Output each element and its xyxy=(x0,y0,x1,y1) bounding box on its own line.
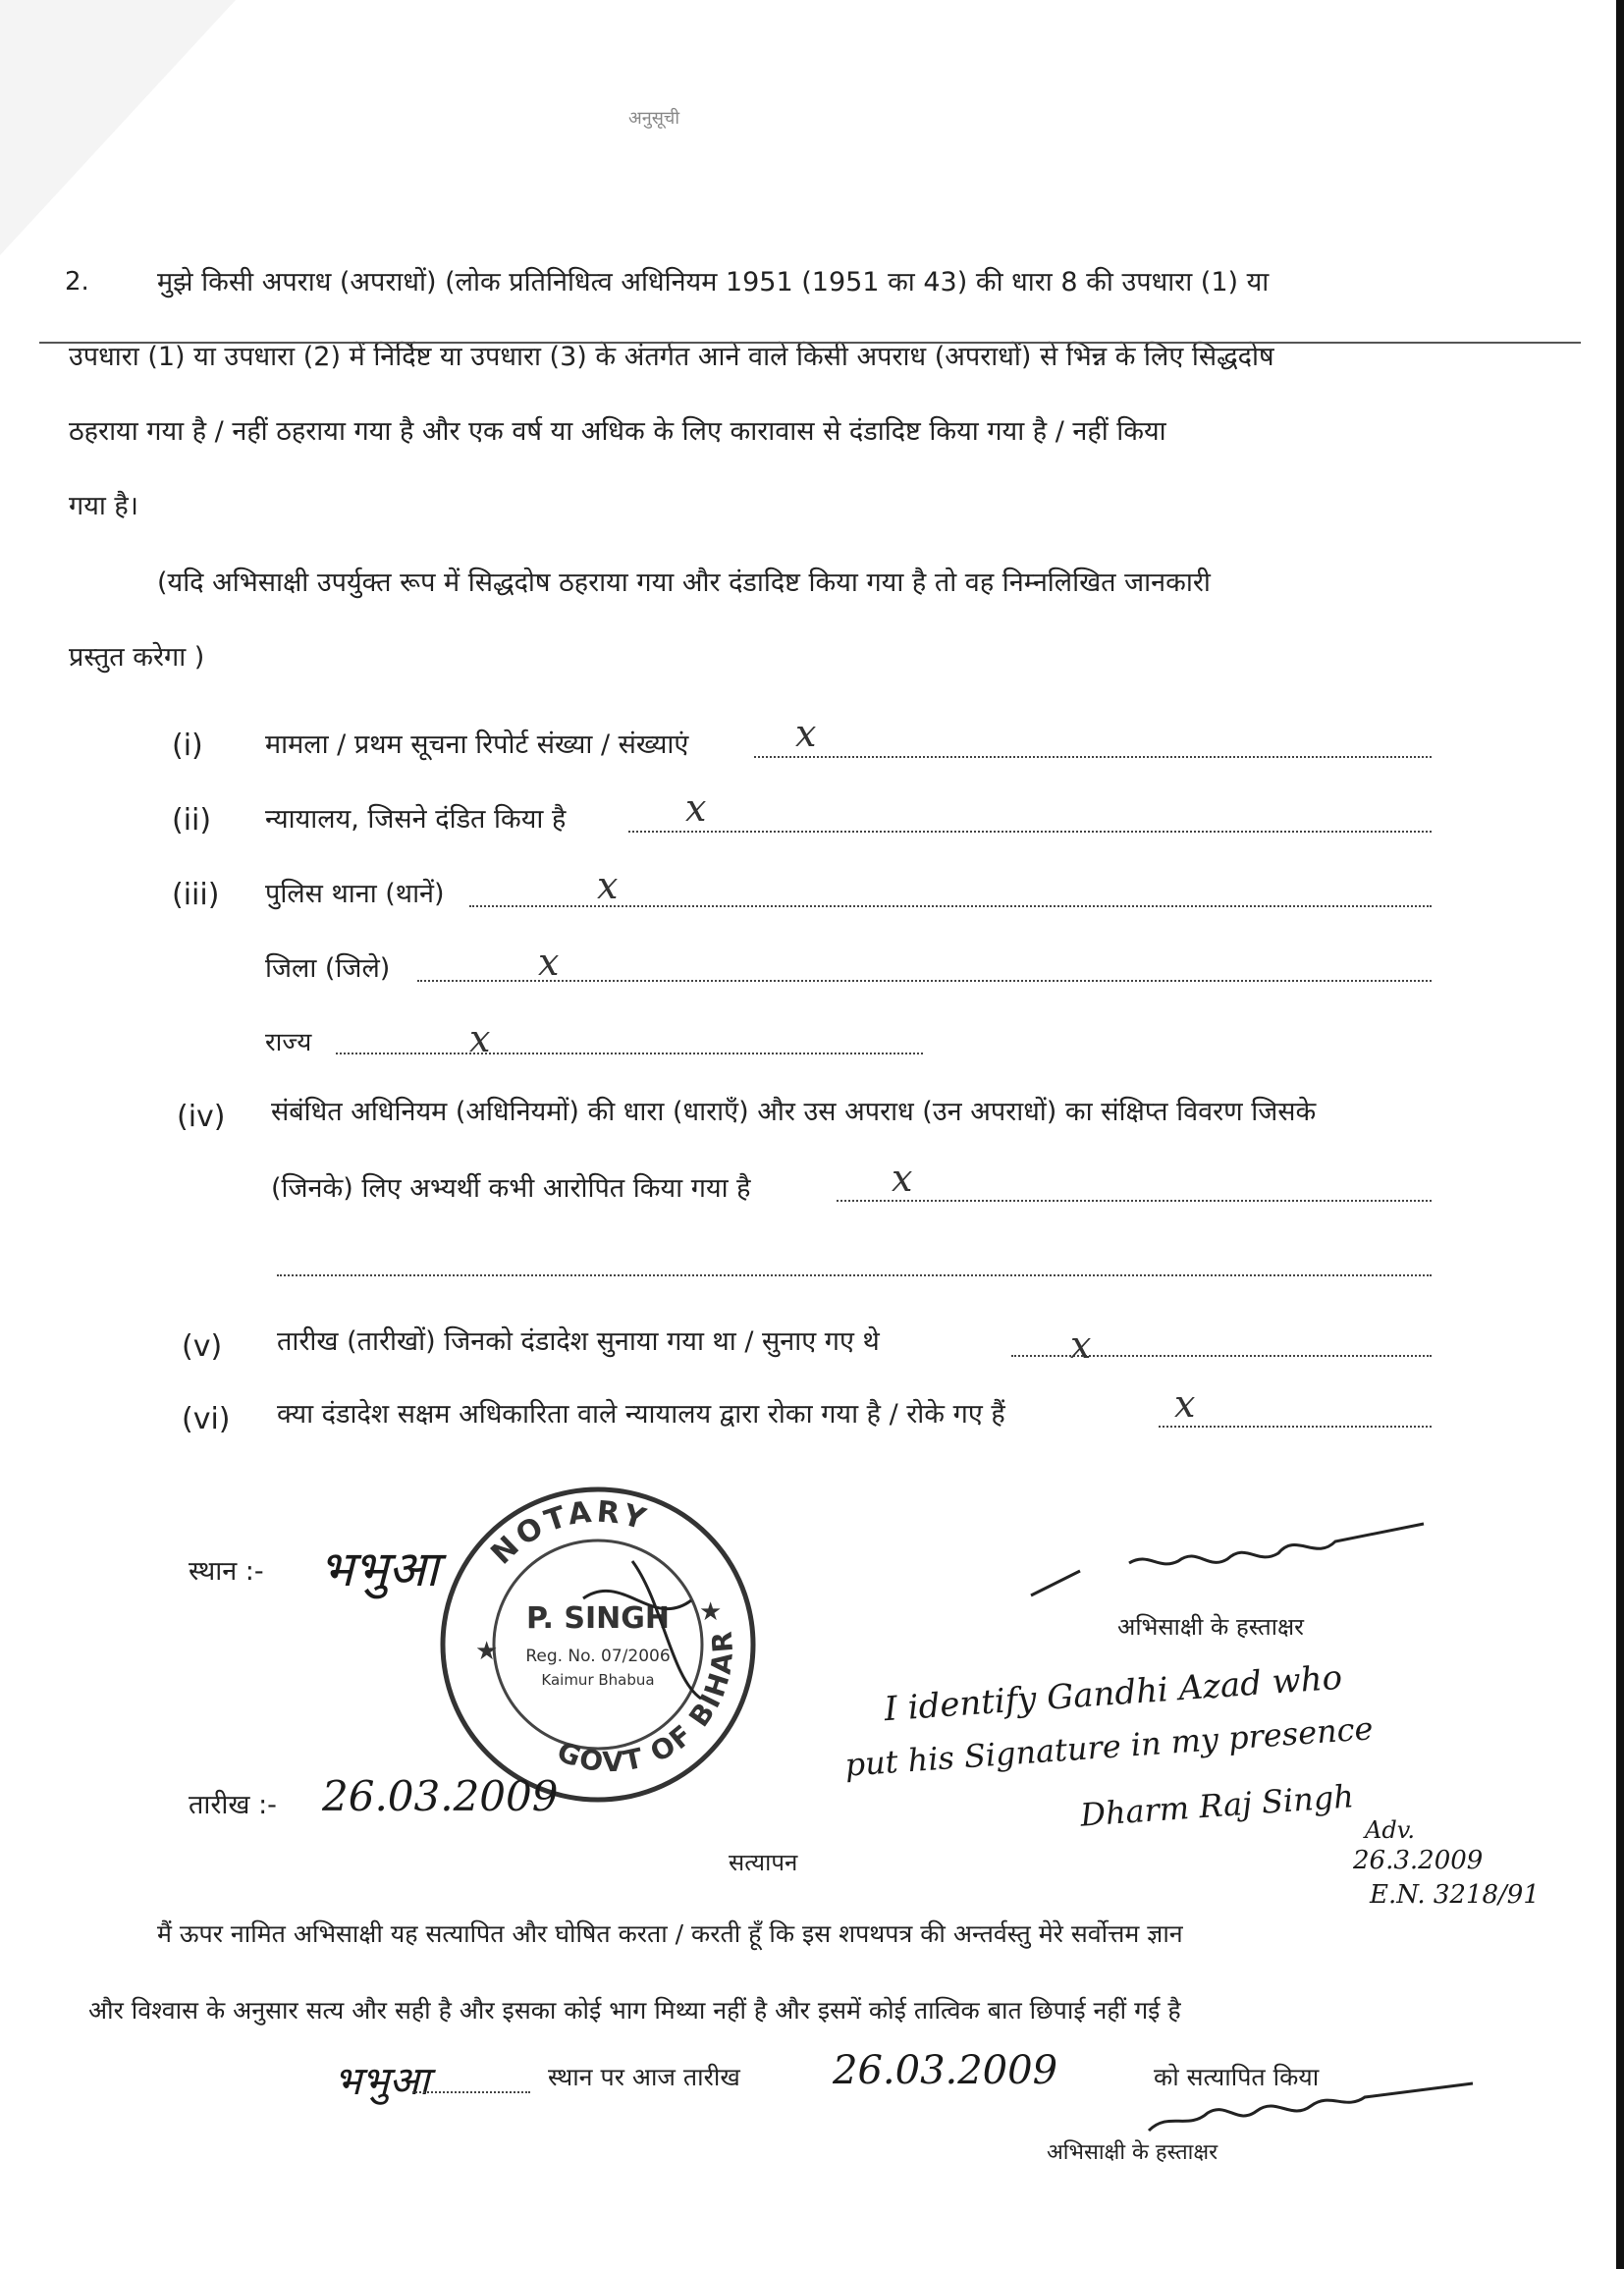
seal-bottom-text: GOVT OF BIHAR xyxy=(552,1628,740,1779)
para-2-line-1: मुझे किसी अपराध (अपराधों) (लोक प्रतिनिधित्व अधिनियम 1951 (1951 का 43) की धारा 8 की उपधारा (1) या xyxy=(157,267,1270,297)
para-2-cont xyxy=(69,320,1424,544)
item-value: x xyxy=(538,941,560,984)
identifier-line-2: put his Signature in my presence xyxy=(843,1709,1375,1784)
seal-star-icon: ★ xyxy=(475,1637,499,1666)
item-label: राज्य xyxy=(265,1028,312,1057)
item-value: x xyxy=(1174,1382,1196,1426)
identifier-line-4: Adv. xyxy=(1365,1816,1416,1844)
seal-place: Kaimur Bhabua xyxy=(541,1671,655,1689)
item-number: (iv) xyxy=(177,1100,226,1134)
notary-seal xyxy=(436,1483,760,1807)
item-value: x xyxy=(597,864,619,907)
item-label: मामला / प्रथम सूचना रिपोर्ट संख्या / संख्याएं xyxy=(265,729,689,760)
item-number: (i) xyxy=(172,729,203,763)
svg-text:NOTARY xyxy=(484,1494,653,1571)
item-value: x xyxy=(795,712,817,755)
identifier-line-5: 26.3.2009 xyxy=(1353,1846,1484,1875)
verification-heading: सत्यापन xyxy=(729,1849,798,1876)
place-label: स्थान :- xyxy=(189,1556,264,1587)
verification-text-1: मैं ऊपर नामित अभिसाक्षी यह सत्यापित और घोषित करता / करती हूँ कि इस शपथपत्र की अन्तर्वस्तु मेरे सर्वोत्तम ज्ञान xyxy=(157,1919,1183,1948)
fill-line xyxy=(277,1274,1432,1276)
item-label: तारीख (तारीखों) जिनको दंडादेश सुनाया गया था / सुनाए गए थे xyxy=(277,1326,880,1357)
fill-line xyxy=(837,1200,1432,1202)
deponent-signature xyxy=(1021,1502,1434,1620)
note-line-2: प्रस्तुत करेगा ) xyxy=(69,642,205,673)
seal-top-text: NOTARY xyxy=(484,1494,653,1572)
item-label: संबंधित अधिनियम (अधिनियमों) की धारा (धाराएँ) और उस अपराध (उन अपराधों) का संक्षिप्त विवरण जिसके xyxy=(271,1097,1317,1127)
folded-corner xyxy=(0,0,236,255)
verification-signature-label: अभिसाक्षी के हस्ताक्षर xyxy=(1047,2140,1218,2165)
strike-line xyxy=(39,342,1581,344)
verification-mid: स्थान पर आज तारीख xyxy=(548,2063,740,2091)
verification-end: को सत्यापित किया xyxy=(1154,2063,1320,2091)
item-label: पुलिस थाना (थानें) xyxy=(265,879,445,909)
para-2-line-3: ठहराया गया है / नहीं ठहराया गया है और एक वर्ष या अधिक के लिए कारावास से दंडादिष्ट किया गया है / नहीं किया xyxy=(69,416,1166,447)
verification-text-2: और विश्वास के अनुसार सत्य और सही है और इसका कोई भाग मिथ्या नहीं है और इसमें कोई तात्विक बात छिपाई नहीं गई है xyxy=(88,1996,1181,2025)
header-mark: अनुसूची xyxy=(628,108,680,129)
note xyxy=(157,546,1424,621)
verification-line-1 xyxy=(157,1897,1434,1972)
item-value: x xyxy=(1070,1324,1092,1367)
fill-line xyxy=(754,756,1432,758)
signature-label: अभिसाक्षी के हस्ताक्षर xyxy=(1117,1613,1304,1641)
identifier-line-1: I identify Gandhi Azad who xyxy=(883,1657,1344,1730)
item-number: (iii) xyxy=(172,878,220,912)
fill-line xyxy=(412,2091,530,2093)
seal-star-icon: ★ xyxy=(699,1597,723,1627)
fill-line xyxy=(417,980,1432,982)
verification-place: भभुआ xyxy=(334,2059,430,2104)
item-number: (v) xyxy=(182,1329,223,1364)
para-2-line-4: गया है। xyxy=(69,491,139,521)
item-number: (vi) xyxy=(182,1402,231,1436)
note-line-1: (यदि अभिसाक्षी उपर्युक्त रूप में सिद्धदोष ठहराया गया और दंडादिष्ट किया गया है तो वह निम्नलिखित जानकारी xyxy=(157,567,1211,598)
item-value: x xyxy=(892,1157,913,1200)
fill-line xyxy=(628,831,1432,833)
seal-reg: Reg. No. 07/2006 xyxy=(525,1647,671,1666)
identifier-line-6: E.N. 3218/91 xyxy=(1370,1880,1540,1910)
verification-date: 26.03.2009 xyxy=(833,2048,1058,2093)
date-value: 26.03.2009 xyxy=(322,1772,559,1820)
item-label: जिला (जिले) xyxy=(265,953,391,984)
verification-line-2 xyxy=(88,1973,1434,2048)
item-number: (ii) xyxy=(172,803,212,837)
note-cont xyxy=(69,621,1424,695)
identifier-line-3: Dharm Raj Singh xyxy=(1079,1777,1356,1834)
item-label: क्या दंडादेश सक्षम अधिकारिता वाले न्यायालय द्वारा रोका गया है / रोके गए हैं xyxy=(277,1399,1005,1430)
item-label: (जिनके) लिए अभ्यर्थी कभी आरोपित किया गया है xyxy=(271,1173,751,1204)
para-2-line-2: उपधारा (1) या उपधारा (2) में निर्दिष्ट या उपधारा (3) के अंतर्गत आने वाले किसी अपराध (अपराधों) से भिन्न के लिए सिद्धदोष xyxy=(69,342,1274,372)
para-2 xyxy=(157,245,1424,320)
item-value: x xyxy=(469,1017,491,1060)
fill-line xyxy=(336,1053,923,1054)
item-value: x xyxy=(685,786,707,830)
scan-edge xyxy=(1616,0,1624,2269)
item-label: न्यायालय, जिसने दंडित किया है xyxy=(265,804,567,835)
place-value: भभुआ xyxy=(319,1540,439,1597)
para-number: 2. xyxy=(65,267,89,297)
seal-name: P. SINGH xyxy=(526,1601,670,1636)
fill-line xyxy=(1159,1426,1432,1428)
date-label: तारीख :- xyxy=(189,1790,277,1820)
verification-signature xyxy=(1110,2052,1483,2150)
